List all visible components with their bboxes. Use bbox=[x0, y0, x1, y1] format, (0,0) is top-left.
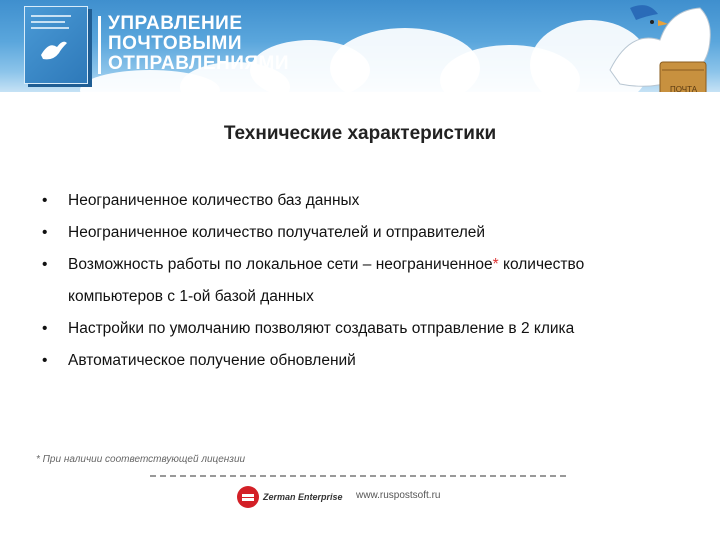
footnote: * При наличии соответствующей лицензии bbox=[36, 454, 246, 465]
bullet-icon: • bbox=[42, 192, 48, 209]
bullet-icon: • bbox=[42, 256, 48, 273]
product-box-image bbox=[24, 6, 88, 84]
dove-icon bbox=[39, 37, 69, 63]
list-item-text: Возможность работы по локальное сети – неограниченное bbox=[68, 256, 493, 273]
header-banner bbox=[0, 0, 720, 92]
list-item-text: Неограниченное количество баз данных bbox=[68, 192, 360, 209]
list-item-text: Настройки по умолчанию позволяют создавать отправление в 2 клика bbox=[68, 320, 575, 337]
company-name: Zerman Enterprise bbox=[263, 492, 343, 502]
list-item bbox=[42, 185, 692, 217]
list-item bbox=[42, 313, 692, 345]
brand-line: ПОЧТОВЫМИ bbox=[108, 33, 243, 54]
list-item-continuation: компьютеров с 1-ой базой данных bbox=[68, 288, 314, 305]
mascot-dove-icon bbox=[600, 0, 720, 92]
list-item bbox=[42, 345, 692, 377]
list-item-text: Автоматическое получение обновлений bbox=[68, 352, 356, 369]
features-list bbox=[42, 185, 692, 377]
mascot-badge: ПОЧТА bbox=[670, 85, 698, 94]
list-item-text: Неограниченное количество получателей и отправителей bbox=[68, 224, 486, 241]
brand-divider bbox=[98, 16, 101, 74]
slide-title: Технические характеристики bbox=[223, 123, 497, 144]
company-logo-icon bbox=[237, 486, 259, 508]
brand-line: УПРАВЛЕНИЕ bbox=[108, 13, 243, 34]
brand-line: ОТПРАВЛЕНИЯМИ bbox=[108, 53, 290, 74]
brand-title bbox=[108, 14, 289, 74]
bullet-icon: • bbox=[42, 320, 48, 337]
bullet-icon: • bbox=[42, 224, 48, 241]
asterisk-mark: * bbox=[492, 256, 499, 273]
bullet-icon: • bbox=[42, 352, 48, 369]
list-item bbox=[42, 217, 692, 249]
company-logo bbox=[237, 486, 343, 508]
list-item bbox=[42, 249, 692, 281]
list-item-text: количество bbox=[498, 256, 585, 273]
website-link[interactable]: www.ruspostsoft.ru bbox=[356, 490, 441, 501]
footer-divider bbox=[150, 475, 566, 477]
